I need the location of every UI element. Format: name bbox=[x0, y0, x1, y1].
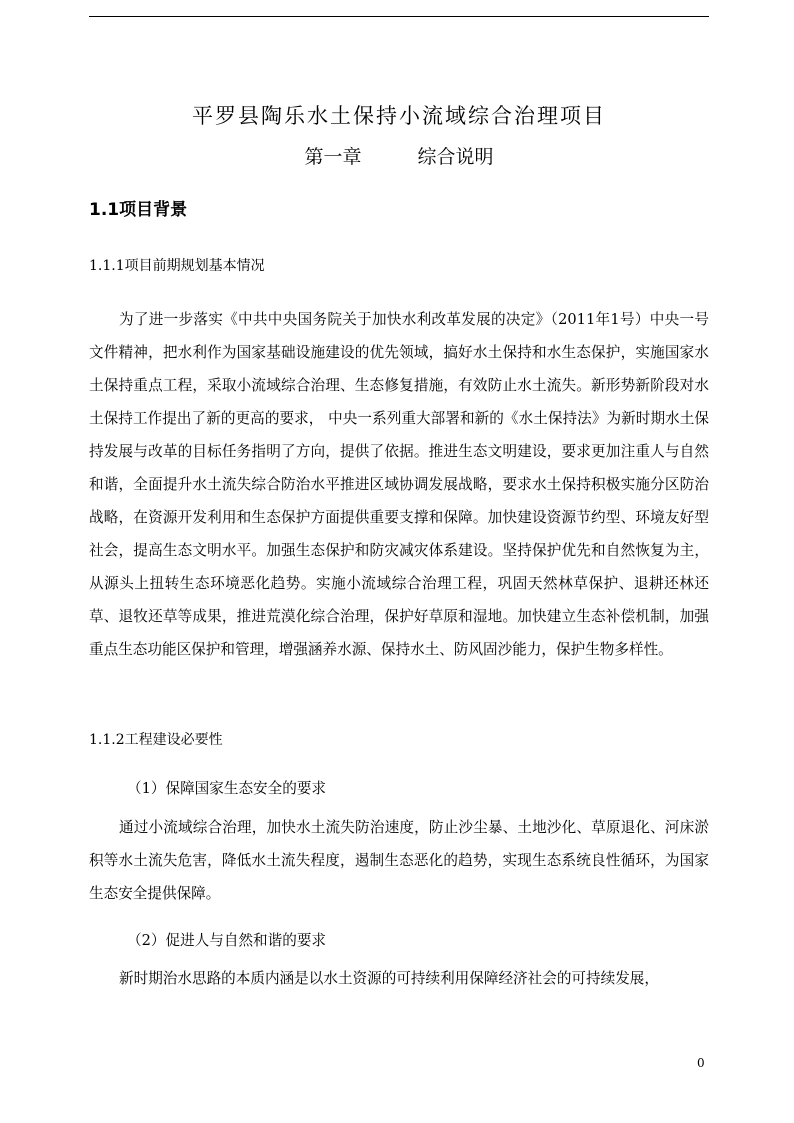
body-paragraph-2: 通过小流域综合治理，加快水土流失防治速度，防止沙尘暴、土地沙化、草原退化、河床淤积等水土流失危害，降低水土流失程度，遏制生态恶化的趋势，实现生态系统良性循环，为国家生态安全提供保障。 bbox=[89, 819, 709, 902]
body-paragraph-1: 为了进一步落实《中共中央国务院关于加快水利改革发展的决定》（2011年1号）中央一号文件精神，把水利作为国家基础设施建设的优先领域，搞好水土保持和水生态保护，实施国家水土保持重点工程，采取小流域综合治理、生态修复措施，有效防止水土流失。新形势新阶段对水土保持工作提出了新的更高的要求， 中央一系列重大部署和新的《水土保持法》为新时期水土保持发展与改革的目标任务指明了方向，提供了依据。推进生态文明建设，要求更加注重人与自然和谐，全面提升水土流失综合防治水平推进区域协调发展战略，要求水土保持积极实施分区防治战略，在资源开发利用和生态保护方面提供重要支撑和保障。加快建设资源节约型、环境友好型社会，提高生态文明水平。加强生态保护和防灾减灾体系建设。坚持保护优先和自然恢复为主，从源头上扭转生态环境恶化趋势。实施小流域综合治理工程，巩固天然林草保护、退耕还林还草、退牧还草等成果，推进荒漠化综合治理，保护好草原和湿地。加快建立生态补偿机制，加强重点生态功能区保护和管理，增强涵养水源、保持水土、防风固沙能力，保护生物多样性。 bbox=[89, 311, 709, 658]
page-number: 0 bbox=[697, 1056, 705, 1070]
body-paragraph-3: 新时期治水思路的本质内涵是以水土资源的可持续利用保障经济社会的可持续发展， bbox=[119, 970, 659, 987]
list-item-1: （1）保障国家生态安全的要求 bbox=[127, 780, 327, 797]
list-item-2: （2）促进人与自然和谐的要求 bbox=[127, 932, 327, 949]
chapter-number: 第一章 bbox=[304, 146, 362, 168]
header-rule bbox=[89, 16, 709, 17]
subsection-heading-2: 1.1.2工程建设必要性 bbox=[89, 732, 223, 748]
document-title: 平罗县陶乐水土保持小流域综合治理项目 bbox=[192, 104, 606, 128]
subsection-heading-1: 1.1.1项目前期规划基本情况 bbox=[89, 258, 265, 274]
section-heading: 1.1项目背景 bbox=[89, 200, 188, 220]
chapter-name: 综合说明 bbox=[417, 146, 494, 168]
chapter-heading bbox=[89, 143, 709, 171]
